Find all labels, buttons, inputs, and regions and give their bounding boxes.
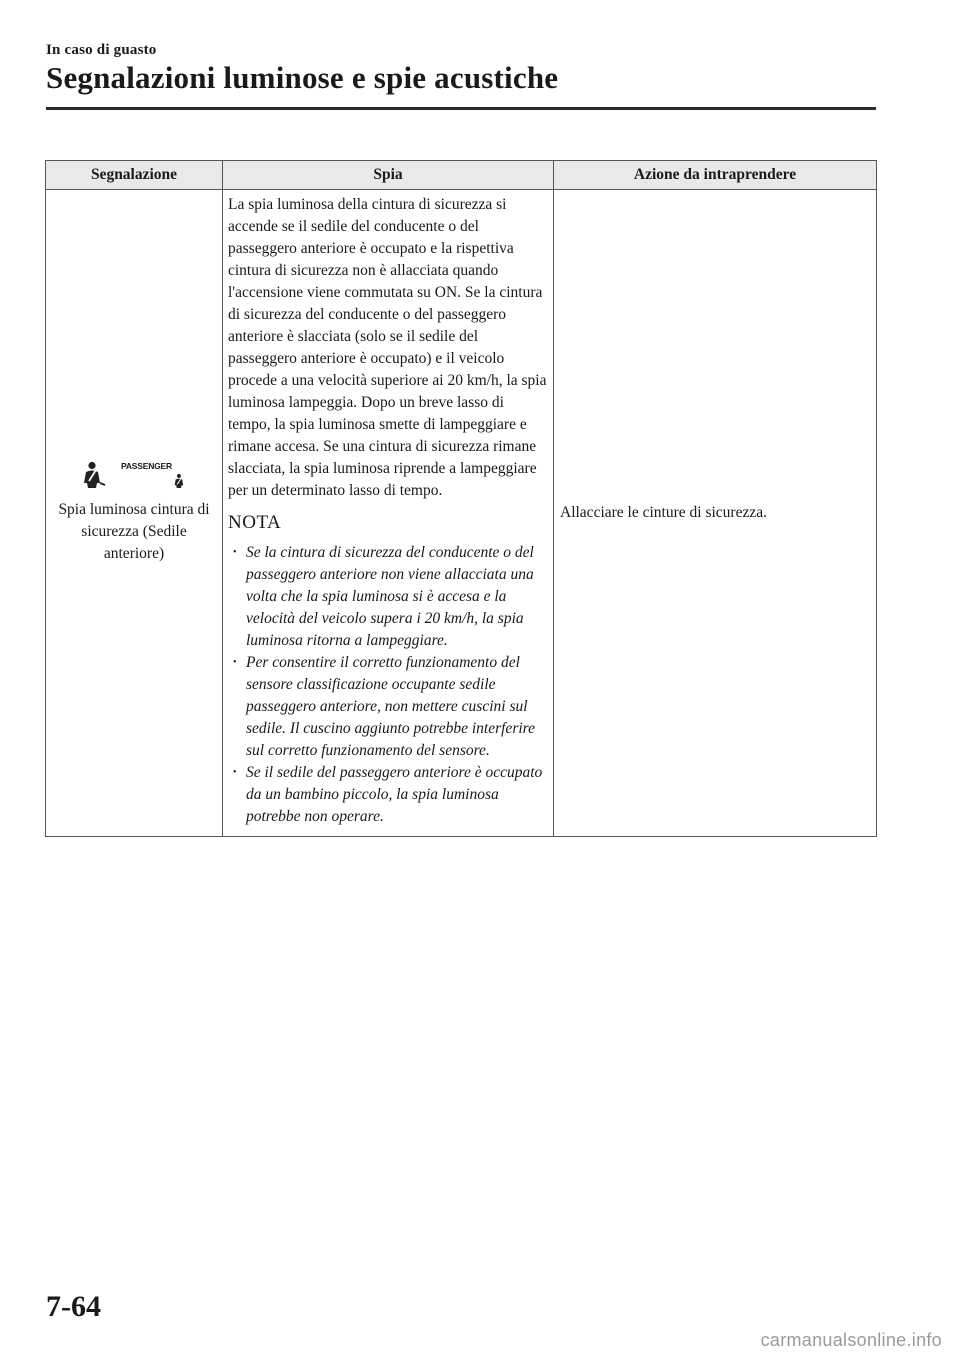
signal-cell	[46, 190, 223, 837]
title-divider	[46, 107, 876, 110]
note-item: • Se la cintura di sicurezza del conducente o del passeggero anteriore non viene allacciata una volta che la spia luminosa si è accesa e la velocità del veicolo supera i 20 km/h, la spia luminosa ritorna a lampeggiare.	[228, 542, 549, 652]
warning-lights-table	[45, 160, 877, 837]
light-description-cell	[223, 190, 554, 837]
warning-lamp-icons	[52, 461, 216, 489]
column-header-action: Azione da intraprendere	[554, 161, 877, 190]
seatbelt-warning-icon	[81, 461, 107, 489]
page-title: Segnalazioni luminose e spie acustiche	[46, 60, 559, 95]
column-header-light: Spia	[223, 161, 554, 190]
action-cell	[554, 190, 877, 837]
watermark: carmanualsonline.info	[760, 1330, 942, 1350]
section-label: In caso di guasto	[46, 42, 157, 58]
page-number: 7-64	[46, 1290, 101, 1323]
passenger-seat-icon	[173, 473, 187, 489]
light-description: La spia luminosa della cintura di sicurezza si accende se il sedile del conducente o del passeggero anteriore è occupato e la rispettiva cintura di sicurezza non è allacciata quando l'accensione viene commutata su ON. Se la cintura di sicurezza del conducente o del passeggero anteriore è slacciata (solo se il sedile del passeggero anteriore è occupato) e il veicolo procede a una velocità superiore ai 20 km/h, la spia luminosa lampeggia. Dopo un breve lasso di tempo, la spia luminosa smette di lampeggiare e rimane accesa. Se una cintura di sicurezza rimane slacciata, la spia luminosa riprende a lampeggiare per un determinato lasso di tempo.	[228, 196, 547, 499]
note-item: • Se il sedile del passeggero anteriore è occupato da un bambino piccolo, la spia luminosa potrebbe non operare.	[228, 762, 549, 828]
column-header-signal: Segnalazione	[46, 161, 223, 190]
table-header-row	[46, 161, 877, 190]
table-row	[46, 190, 877, 837]
note-item: • Per consentire il corretto funzionamento del sensore classificazione occupante sedile passeggero anteriore, non mettere cuscini sul sedile. Il cuscino aggiunto potrebbe interferire sul corretto funzionamento del sensore.	[228, 652, 549, 762]
action-text: Allacciare le cinture di sicurezza.	[560, 504, 767, 521]
note-list	[228, 542, 549, 828]
note-title: NOTA	[228, 512, 282, 533]
passenger-seatbelt-warning-icon	[121, 461, 187, 489]
passenger-label: PASSENGER	[121, 461, 172, 471]
signal-label: Spia luminosa cintura di sicurezza (Sedile anteriore)	[58, 501, 210, 562]
